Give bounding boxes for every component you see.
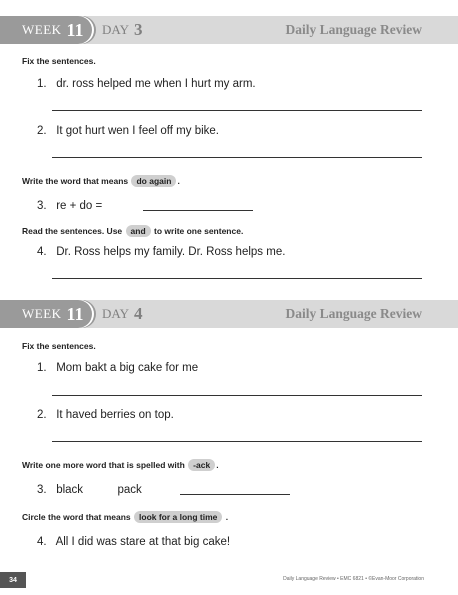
instruction-text: Read the sentences. Use	[22, 226, 123, 236]
answer-line[interactable]	[52, 157, 422, 158]
day-label: DAY	[102, 22, 129, 37]
answer-line[interactable]	[180, 494, 290, 495]
item-text: It haved berries on top.	[56, 409, 174, 421]
item-2	[37, 125, 219, 137]
item-number: 3.	[37, 484, 47, 496]
item-text: Dr. Ross helps my family. Dr. Ross helps me.	[56, 246, 286, 258]
instruction-circle-word	[22, 511, 228, 523]
instruction-text: Write the word that means	[22, 176, 129, 186]
instruction-fix-sentences: Fix the sentences.	[22, 341, 96, 351]
answer-line[interactable]	[52, 441, 422, 442]
item-text: Mom bakt a big cake for me	[56, 362, 199, 374]
answer-line[interactable]	[52, 395, 422, 396]
item-3	[37, 484, 142, 496]
instruction-text: .	[177, 176, 180, 186]
item-number: 4.	[37, 246, 47, 258]
day-number: 4	[133, 304, 143, 323]
item-number: 1.	[37, 78, 47, 90]
item-number: 3.	[37, 200, 47, 212]
word-black: black	[56, 484, 84, 496]
week-label: WEEK	[22, 22, 62, 37]
instruction-fix-sentences: Fix the sentences.	[22, 56, 96, 66]
instruction-spelled-with	[22, 459, 219, 471]
week-number: 11	[66, 19, 84, 40]
day-label: DAY	[102, 306, 129, 321]
item-text: dr. ross helped me when I hurt my arm.	[56, 78, 256, 90]
section-title: Daily Language Review	[285, 306, 422, 321]
item-number: 1.	[37, 362, 47, 374]
item-1	[37, 78, 256, 90]
word-pack: pack	[117, 484, 142, 496]
item-text: All I did was stare at that big cake!	[55, 536, 231, 548]
item-text: re + do =	[56, 200, 103, 212]
item-4	[37, 536, 230, 548]
instruction-word-meaning	[22, 175, 180, 187]
instruction-text: .	[225, 512, 229, 522]
item-text: It got hurt wen I feel off my bike.	[56, 125, 219, 137]
week-label: WEEK	[22, 306, 62, 321]
item-number: 2.	[37, 409, 47, 421]
instruction-text: Write one more word that is spelled with	[22, 460, 185, 470]
keyword-pill: look for a long time	[134, 511, 222, 523]
keyword-pill: -ack	[188, 459, 215, 471]
answer-line[interactable]	[52, 278, 422, 279]
week-badge	[0, 16, 92, 44]
answer-line[interactable]	[143, 210, 253, 211]
instruction-text: .	[216, 460, 219, 470]
week-badge	[0, 300, 92, 328]
item-2	[37, 409, 174, 421]
instruction-text: Circle the word that means	[22, 512, 131, 522]
page-number: 34	[0, 572, 26, 588]
week-number: 11	[66, 303, 84, 324]
day3-header	[0, 16, 458, 44]
item-3	[37, 200, 102, 212]
instruction-combine-sentences	[22, 225, 243, 237]
day-badge	[102, 16, 142, 44]
item-1	[37, 362, 198, 374]
day-number: 3	[133, 20, 143, 39]
day-badge	[102, 300, 142, 328]
item-number: 2.	[37, 125, 47, 137]
footer-credit: Daily Language Review • EMC 6821 • ©Evan-Moor Corporation	[283, 576, 424, 582]
page-footer	[0, 572, 458, 588]
keyword-pill: do again	[131, 175, 176, 187]
instruction-text: to write one sentence.	[154, 226, 244, 236]
day4-header	[0, 300, 458, 328]
keyword-pill: and	[126, 225, 151, 237]
section-title: Daily Language Review	[285, 22, 422, 37]
answer-line[interactable]	[52, 110, 422, 111]
item-4	[37, 246, 285, 258]
item-number: 4.	[37, 536, 47, 548]
